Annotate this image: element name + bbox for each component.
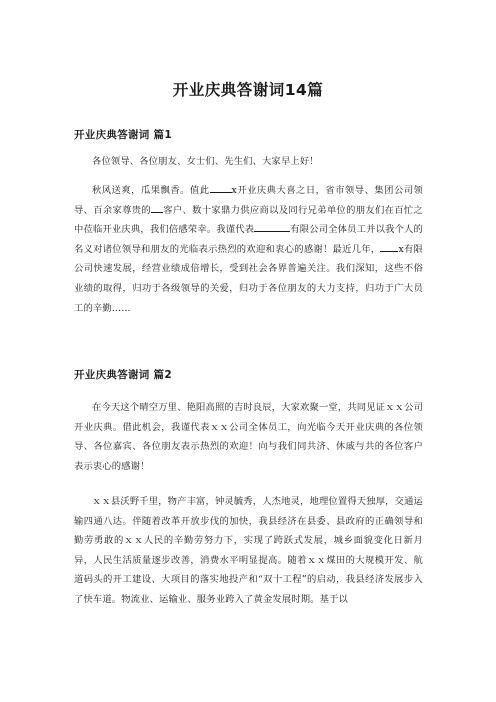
text-run: 有限公司全体员工并以我个人的名义对诸位领导和朋友的光临表示热烈的欢迎和衷心的感谢！最近几年，: [74, 224, 423, 255]
section-heading-2: 开业庆典答谢词 篇2: [74, 369, 172, 381]
text-run: 秋风送爽，瓜果飘香。值此: [92, 185, 210, 196]
text-run: x有限公司快速发展，经营业绩成倍增长，受到社会各界普遍关注。我们深知，这些不俗业绩的取得，归功于各级领导的关爱，归功于各位朋友的大力支持，归功于广大员工的辛勤……: [74, 243, 423, 314]
section-1-paragraph-1: 各位领导、各位朋友、女士们、先生们、大家早上好！: [92, 156, 319, 167]
section-heading-1: 开业庆典答谢词 篇1: [74, 129, 172, 141]
document-title: 开业庆典答谢词14篇: [172, 81, 324, 99]
blank-underline: [380, 240, 398, 252]
blank-underline: [254, 220, 290, 232]
section-2-paragraph-1: 在今天这个晴空万里、艳阳高照的吉时良辰，大家欢聚一堂，共同见证ｘｘ公司开业庆典。借此机会，我谨代表ｘｘ公司全体员工，向光临今天开业庆典的各位领导、各位嘉宾、各位朋友表示热烈的欢迎！向与我们同共济、休戚与共的各位客户表示衷心的感谢！: [74, 402, 423, 472]
section-1-paragraph-2: [74, 181, 423, 318]
blank-underline: [151, 201, 163, 213]
text-run: x开业庆典大喜之日，省市领导、集团公司领导、百余家尊贵的: [74, 185, 423, 216]
text-run: 客户、数十家鼎力供应商以及同行兄弟单位的朋友们在百忙之中莅临开业庆典，我们倍感荣幸。我谨代表: [74, 204, 423, 236]
blank-underline: [210, 181, 232, 193]
section-2-paragraph-2: ｘｘ县沃野千里，物产丰富，钟灵毓秀，人杰地灵，地理位置得天独厚，交通运输四通八达。伴随着改革开放步伐的加快，我县经济在县委、县政府的正确领导和勤劳勇敢的ｘｘ人民的辛勤劳努力下，实现了跨跃式发展，城乡面貌变化日新月异，人民生活质量逐步改善，消费水平明显提高。随着ｘｘ煤田的大规模开发、航道码头的开工建设、大项目的落实地投产和“双十工程”的启动，我县经济发展步入了快车道。物流业、运输业、服务业跨入了黄金发展时期。基于以: [74, 496, 423, 605]
